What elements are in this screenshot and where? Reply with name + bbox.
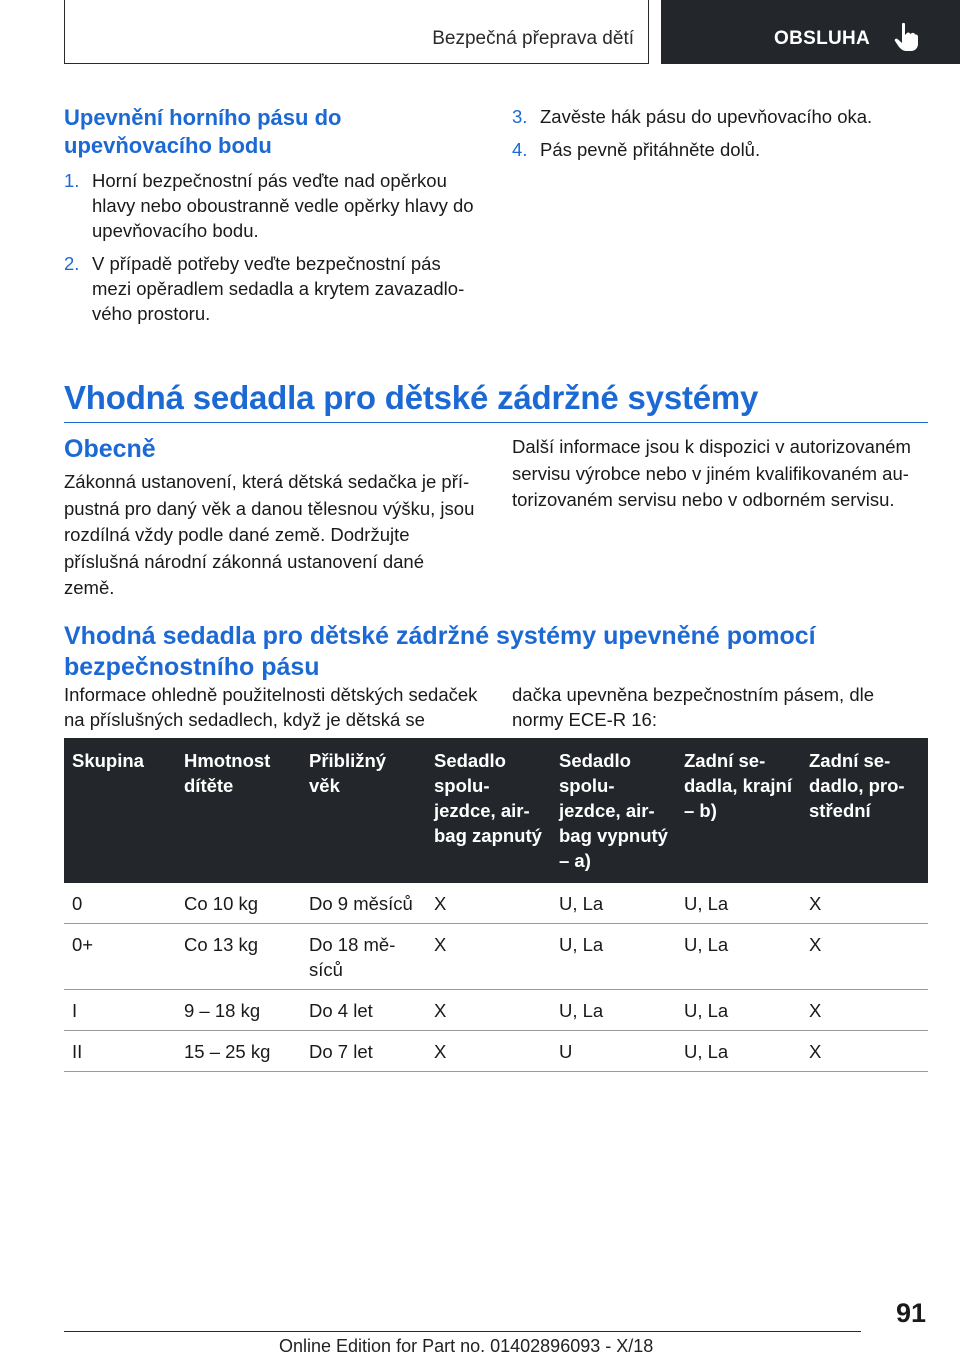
column-header: Zadní sedadlo, prostřední <box>801 738 928 883</box>
column-header: Sedadlo spolujezdce, airbag vypnutý – a) <box>551 738 676 883</box>
page-number: 91 <box>895 1298 926 1328</box>
pointing-hand-icon <box>894 22 920 52</box>
table-cell: 0 <box>64 883 176 924</box>
table-cell: U, La <box>551 990 676 1031</box>
table-cell: U, La <box>676 883 801 924</box>
step-number: 4. <box>512 139 528 160</box>
chapter-tab-label: OBSLUHA <box>774 28 871 49</box>
list-item <box>64 168 474 243</box>
step-text: V případě potřeby veďte bezpečnostní pás mezi opěradlem sedadla a krytem zavazadlového prostoru. <box>92 253 465 324</box>
step-text: Horní bezpečnostní pás veďte nad opěrkou hlavy nebo oboustranně vedle opěrky hlavy do upevňovacího bodu. <box>92 170 474 241</box>
table-header-row <box>64 738 928 883</box>
table-cell: X <box>801 1031 928 1072</box>
table-cell: U, La <box>551 883 676 924</box>
table-cell: X <box>426 1031 551 1072</box>
step-number: 2. <box>64 253 80 274</box>
column-header: Skupina <box>64 738 176 883</box>
table-cell: U <box>551 1031 676 1072</box>
section-title: Bezpečná přeprava dětí <box>432 28 634 49</box>
table-row <box>64 883 928 924</box>
table-cell: Do 7 let <box>301 1031 426 1072</box>
footer-divider <box>64 1331 861 1332</box>
chapter-tab[interactable] <box>661 0 960 64</box>
edition-text: Online Edition for Part no. 01402896093 - X/18 <box>279 1336 654 1356</box>
general-text-right: Další informace jsou k dispozici v autorizovaném servisu výrobce nebo v jiném kvalifikovaném autorizovaném servisu nebo v odborném servisu. <box>512 436 911 510</box>
table-cell: 9 – 18 kg <box>176 990 301 1031</box>
table-cell: X <box>801 883 928 924</box>
general-text: Zákonná ustanovení, která dětská sedačka je přípustná pro daný věk a danou tělesnou výšku, jsou rozdílná vždy podle dané země. Dodržujte příslušná národní zákonná ustanovení dané země. <box>64 471 475 598</box>
steps-right <box>512 104 928 170</box>
table-cell: U, La <box>676 1031 801 1072</box>
column-header: Přibližný věk <box>301 738 426 883</box>
table-cell: Do 9 měsíců <box>301 883 426 924</box>
table-row <box>64 924 928 990</box>
list-item <box>512 137 928 162</box>
table-cell: Do 4 let <box>301 990 426 1031</box>
table-cell: 15 – 25 kg <box>176 1031 301 1072</box>
table-row <box>64 990 928 1031</box>
table-cell: U, La <box>676 924 801 990</box>
table-cell: 0+ <box>64 924 176 990</box>
step-number: 3. <box>512 106 528 127</box>
table-cell: Co 13 kg <box>176 924 301 990</box>
table-cell: I <box>64 990 176 1031</box>
steps-left <box>64 168 474 334</box>
table-cell: II <box>64 1031 176 1072</box>
list-item <box>64 251 474 326</box>
table-cell: X <box>426 924 551 990</box>
belt-intro-left: Informace ohledně použitelnosti dětských sedaček na příslušných sedadlech, když je dětská se <box>64 684 478 730</box>
table-cell: U, La <box>551 924 676 990</box>
step-text: Zavěste hák pásu do upevňovacího oka. <box>540 106 873 127</box>
table-cell: Co 10 kg <box>176 883 301 924</box>
belt-mounting-heading: Upevnění horního pásu do upevňovacího bodu <box>64 105 342 158</box>
belt-seats-heading: Vhodná sedadla pro dětské zádržné systémy upevněné pomocí bezpečnostního pásu <box>64 622 816 681</box>
table-cell: U, La <box>676 990 801 1031</box>
belt-intro-right: dačka upevněna bezpečnostním pásem, dle normy ECE-R 16: <box>512 684 875 730</box>
table-cell: X <box>801 924 928 990</box>
column-header: Zadní sedadla, krajní – b) <box>676 738 801 883</box>
table-cell: X <box>801 990 928 1031</box>
list-item <box>512 104 928 129</box>
table-row <box>64 1031 928 1072</box>
column-header: Sedadlo spolujezdce, airbag zapnutý <box>426 738 551 883</box>
step-number: 1. <box>64 170 80 191</box>
child-seat-table <box>64 738 928 1072</box>
table-cell: X <box>426 990 551 1031</box>
table-cell: Do 18 měsíců <box>301 924 426 990</box>
step-text: Pás pevně přitáhněte dolů. <box>540 139 761 160</box>
section-heading: Vhodná sedadla pro dětské zádržné systémy <box>64 378 928 423</box>
general-heading: Obecně <box>64 435 156 463</box>
column-header: Hmotnost dítěte <box>176 738 301 883</box>
table-cell: X <box>426 883 551 924</box>
